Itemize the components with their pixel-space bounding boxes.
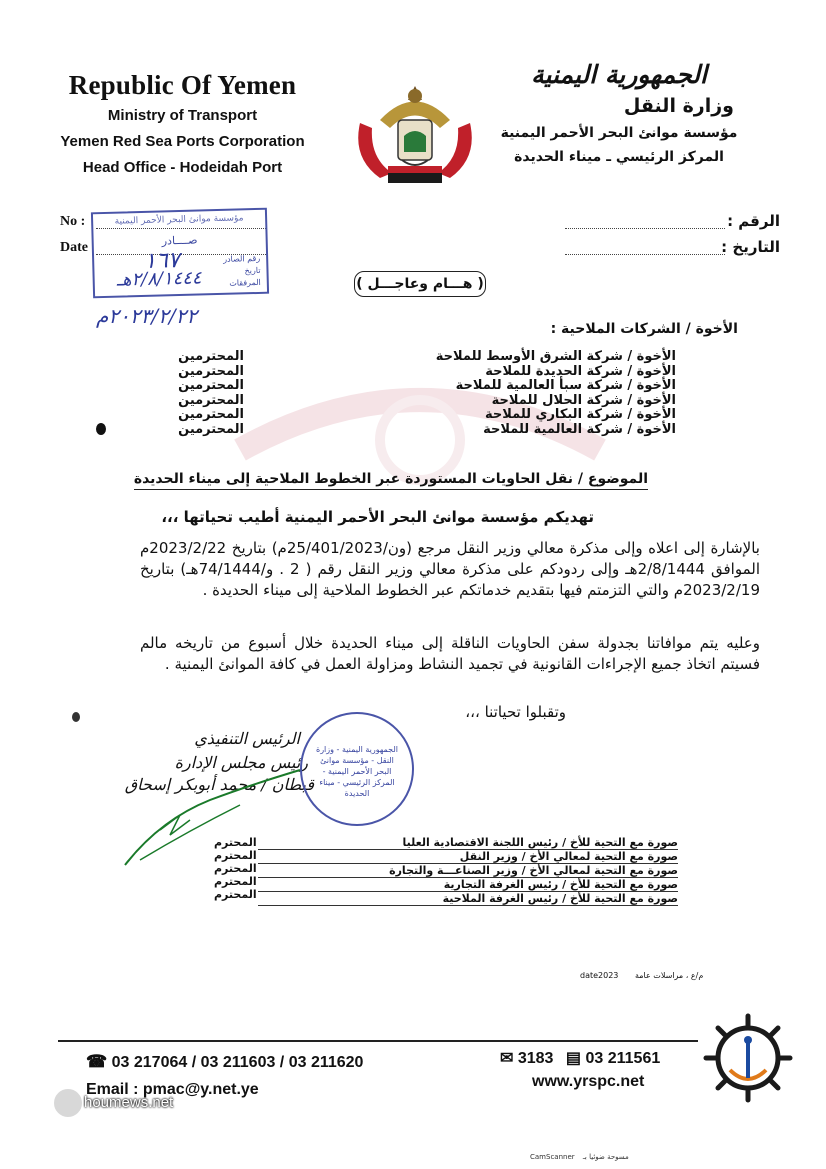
scanner-tag	[530, 1153, 629, 1161]
date-label: Date	[60, 240, 88, 255]
signature-title: الرئيس التنفيذي	[194, 729, 300, 748]
header-arabic	[474, 60, 764, 165]
punch-hole-icon	[96, 423, 106, 435]
punch-hole-icon	[72, 712, 80, 722]
seal-text: الجمهورية اليمنية - وزارة النقل - مؤسسة موانئ البحر الأحمر اليمنية - المركز الرئيسي - ميناء الحديدة	[316, 745, 398, 798]
office-en: Head Office - Hodeidah Port	[82, 159, 283, 176]
watermark: houmews.net	[84, 1094, 174, 1111]
respected-item: المحترمين	[178, 349, 244, 364]
cc-respected-item: المحترم	[214, 862, 257, 875]
scanner-ar: مسوحة ضوئيا بـ	[582, 1153, 629, 1161]
cc-respected-item: المحترم	[214, 888, 257, 901]
yemen-emblem-icon	[340, 78, 490, 193]
watermark-logo-icon	[52, 1087, 84, 1119]
respected-item: المحترمين	[178, 378, 244, 393]
number-ar-line	[565, 214, 725, 229]
republic-ar: الجمهورية اليمنية	[531, 60, 707, 89]
phones-text: 03 217064 / 03 211603 / 03 211620	[111, 1054, 364, 1071]
addressees-heading: الأخوة / الشركات الملاحية :	[550, 321, 738, 337]
signature-board: رئيس مجلس الإدارة	[174, 753, 308, 772]
addressee-item: الأخوة / شركة الحديدة للملاحة	[485, 363, 676, 379]
date-ar-label: التاريخ :	[721, 238, 780, 256]
republic-en: Republic Of Yemen	[68, 70, 297, 100]
corporation-ar: مؤسسة موانئ البحر الأحمر اليمنية	[500, 125, 738, 141]
addressee-item: الأخوة / شركة العالمية للملاحة	[483, 421, 676, 437]
subject-line: الموضوع / نقل الحاويات المستوردة عبر الخطوط الملاحية إلى ميناء الحديدة	[134, 471, 648, 490]
urgent-label: ( هـــام وعاجـــل )	[354, 271, 486, 297]
stamp-date-hijri-handwritten: ٢/٨/١٤٤٤هـ	[116, 267, 202, 291]
respected-list	[164, 350, 244, 437]
footer-website: www.yrspc.net	[532, 1073, 645, 1090]
cc-item: صورة مع التحية لمعالي الأخ / وزير الصناعـــة والتجارة	[258, 864, 678, 878]
respected-item: المحترمين	[178, 407, 244, 422]
footer-divider	[58, 1040, 698, 1042]
respected-item: المحترمين	[178, 392, 244, 408]
stamp-issue-label: رقم الصادر	[223, 253, 261, 264]
addressee-item: الأخوة / شركة الشرق الأوسط للملاحة	[435, 349, 676, 364]
respected-item: المحترمين	[178, 363, 244, 379]
body-paragraph-1: بالإشارة إلى اعلاه وإلى مذكرة معالي وزير النقل مرجع (ون/25/401/2023م) بتاريخ 2023/2/22م الموافق 2/8/1444هـ وإلى ردودكم على مذكرة معالي وزير النقل رقم ( 2 . و/74/1444هـ) بتاريخ 2023/2/19م والتي التزمتم فيها بتقديم خدماتكم عبر الخطوط الملاحية إلى ميناء الحديدة .	[140, 539, 760, 599]
corporation-en: Yemen Red Sea Ports Corporation	[60, 133, 305, 150]
cc-item: صورة مع التحية للأخ / رئيس اللجنة الاقتصادية العليا	[258, 836, 678, 850]
cc-list	[258, 836, 678, 906]
cc-item: صورة مع التحية لمعالي الأخ / وزير النقل	[258, 850, 678, 864]
cc-respected-item: المحترم	[214, 836, 257, 849]
closing: وتقبلوا تحياتنا ،،،	[465, 703, 566, 721]
date-ar-line	[565, 240, 725, 255]
addressee-item: الأخوة / شركة البكاري للملاحة	[484, 407, 676, 422]
addressee-list	[346, 350, 676, 437]
footer-email: Email : pmac@y.net.ye	[86, 1081, 259, 1098]
cc-item: صورة مع التحية للأخ / رئيس الغرفة الملاحية	[258, 892, 678, 906]
file-reference	[580, 971, 703, 980]
fax-text: 03 211561	[585, 1050, 661, 1067]
stamp-date-label: تاريخ	[244, 265, 261, 276]
ports-logo-icon	[700, 1010, 796, 1106]
addressee-item: الأخوة / شركة سبأ العالمية للملاحة	[455, 378, 676, 393]
stamp-type: صــــادر	[161, 233, 198, 248]
respected-item: المحترمين	[178, 421, 244, 437]
scanner-name: CamScanner	[530, 1153, 575, 1161]
footer-pobox-fax	[500, 1048, 660, 1068]
body-paragraph-2: وعليه يتم موافاتنا بجدولة سفن الحاويات الناقلة إلى ميناء الحديدة خلال أسبوع من تاريخه مالم فسيتم اتخاذ جميع الإجراءات القانونية في تجميد النشاط ومزاولة العمل في كافة الموانئ اليمنية .	[140, 634, 760, 673]
number-ar-label: الرقم :	[727, 212, 780, 230]
ministry-en: Ministry of Transport	[107, 107, 258, 124]
header-english	[60, 70, 305, 176]
stamp-date-greg-handwritten: ٢٠٢٣/٢/٢٢م	[96, 304, 198, 328]
office-ar: المركز الرئيسي ـ ميناء الحديدة	[514, 149, 724, 165]
file-ref-code: date2023	[580, 971, 619, 980]
file-ref-ar: م/ع ، مراسلات عامة	[634, 971, 704, 980]
greeting: تهديكم مؤسسة موانئ البحر الأحمر اليمنية أطيب تحياتها ،،،	[161, 508, 594, 526]
cc-respected-item: المحترم	[214, 875, 257, 888]
stamp-org: مؤسسة موانئ البحر الأحمر اليمنية	[114, 213, 244, 227]
no-label: No :	[60, 214, 86, 229]
footer-phones	[86, 1052, 363, 1072]
stamp-number-handwritten: ١٦٧	[143, 248, 180, 274]
phone-icon: ☎	[86, 1052, 108, 1071]
outgoing-stamp	[91, 208, 269, 299]
addressee-item: الأخوة / شركة الحلال للملاحة	[491, 392, 676, 408]
cc-respected-list	[214, 836, 264, 901]
mail-icon: ✉	[500, 1050, 514, 1067]
cc-item: صورة مع التحية للأخ / رئيس الغرفة التجارية	[258, 878, 678, 892]
cc-respected-item: المحترم	[214, 849, 257, 862]
fax-icon: ▤	[565, 1050, 582, 1067]
pobox-text: 3183	[517, 1050, 554, 1067]
stamp-attach-label: المرفقات	[229, 277, 261, 288]
ministry-ar: وزارة النقل	[623, 95, 734, 117]
signature-name: قبطان / محمد أبوبكر إسحاق	[124, 775, 314, 794]
